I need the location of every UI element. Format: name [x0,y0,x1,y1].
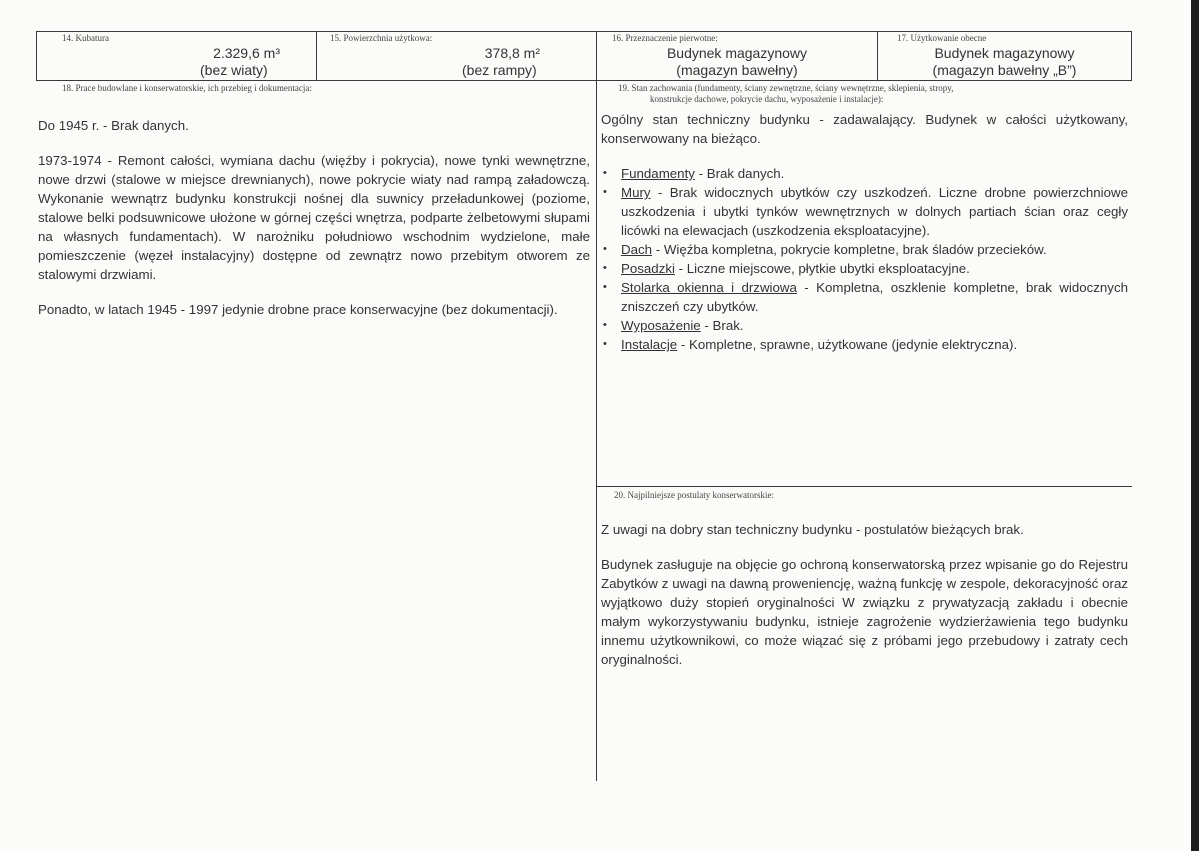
field-18-paragraph-1: Do 1945 r. - Brak danych. [38,118,189,133]
bullet-icon: • [603,167,607,179]
header-top-line [36,31,1132,32]
bullet-icon: • [603,338,607,350]
condition-term: Dach [621,242,653,257]
scan-edge-shadow [1191,0,1199,851]
field-18-label: 18. Prace budowlane i konserwatorskie, ich przebieg i dokumentacja: [62,83,312,93]
bullet-icon: • [603,281,607,293]
condition-text: - Kompletne, sprawne, użytkowane (jedynie elektryczna). [677,337,1018,352]
field-19-intro: Ogólny stan techniczny budynku - zadawalający. Budynek w całości użytkowany, konserwowany na bieżąco. [601,112,1128,146]
condition-term: Instalacje [621,337,678,352]
bullet-icon: • [603,186,607,198]
field-20-paragraph-2: Budynek zasługuje na objęcie go ochroną konserwatorską przez wpisanie go do Rejestru Zabytków z uwagi na dawną proweniencję, ważną funkcję w zespole, dekoracyjność oraz wyjątkowo duży stopień oryginalności W związku z prywatyzacją zakładu i obecnie małym wykorzystywaniu budynku, istnieje zagrożenie wydzierżawienia tego budynku innemu użytkownikowi, co może wiązać się z próbami jego przebudowy i zatraty cech oryginalności. [601,557,1128,667]
condition-term: Posadzki [621,261,675,276]
header-divider-right-edge [1131,31,1132,81]
condition-item-wyposazenie [601,316,1128,335]
condition-item-instalacje [601,335,1128,354]
field-19-label-line-1: 19. Stan zachowania (fundamenty, ściany zewnętrzne, ściany wewnętrzne, sklepienia, stropy, [618,83,954,93]
condition-text: - Brak widocznych ubytków czy uszkodzeń. Liczne drobne powierzchniowe uszkodzenia i ubytki tynków wewnętrznych w dolnych partiach ścian oraz cegły licówki na elewacjach (uszkodzenia eksploatacyjne). [621,185,1128,238]
field-18-body [38,116,590,319]
condition-text: - Kompletna, oszklenie kompletne, brak widocznych zniszczeń czy ubytków. [621,280,1128,314]
body-center-divider [596,81,597,781]
condition-term: Fundamenty [621,166,695,181]
field-16-note: (magazyn bawełny) [676,62,798,78]
condition-text: - Brak danych. [694,166,785,181]
field-15-value: 378,8 m² [484,45,540,61]
field-17-value: Budynek magazynowy [934,45,1075,61]
bullet-icon: • [603,243,607,255]
condition-term: Mury [621,185,651,200]
header-bottom-line [36,80,1132,81]
field-17-label: 17. Użytkowanie obecne [897,33,987,43]
field-19-label-line-2: konstrukcje dachowe, pokrycie dachu, wyposażenie i instalacje): [650,94,884,104]
field-15-note: (bez rampy) [462,62,537,78]
field-18-paragraph-2: 1973-1974 - Remont całości, wymiana dachu (więźby i pokrycia), nowe tynki wewnętrzne, nowe drzwi (stalowe w miejsce drewnianych), nowe pokrycie wiaty nad rampą załadowczą. Wykonanie wewnątrz budynku konstrukcji nośnej dla suwnicy przeładunkowej (poziome, stalowe belki podsuwnicowe ułożone w górnej części wnętrza, podparte żelbetowymi słupami na własnych fundamentach). W narożniku południowo wschodnim wydzielone, małe pomieszczenie (węzeł instalacyjny) dostępne od zewnątrz nowo przebitym otworem ze stalowymi drzwiami. [38,153,590,282]
condition-item-stolarka [601,278,1128,316]
bullet-icon: • [603,262,607,274]
condition-item-posadzki [601,259,1128,278]
field-19-condition-list [601,164,1128,354]
condition-item-dach [601,240,1128,259]
condition-text: - Brak. [700,318,744,333]
bullet-icon: • [603,319,607,331]
field-16-label: 16. Przeznaczenie pierwotne: [612,33,718,43]
field-19-body [601,110,1128,354]
condition-text: - Liczne miejscowe, płytkie ubytki eksploatacyjne. [674,261,970,276]
field-14-value: 2.329,6 m³ [213,45,280,61]
condition-item-fundamenty [601,164,1128,183]
condition-term: Stolarka okienna i drzwiowa [621,280,797,295]
field-16-value: Budynek magazynowy [666,45,808,61]
field-17-note: (magazyn bawełny „B”) [932,62,1077,78]
header-divider-left-edge [36,31,37,81]
field-14-label: 14. Kubatura [62,33,109,43]
field-18-paragraph-3: Ponadto, w latach 1945 - 1997 jedynie drobne prace konserwacyjne (bez dokumentacji). [38,302,558,317]
field-20-paragraph-1: Z uwagi na dobry stan techniczny budynku - postulatów bieżących brak. [601,522,1024,537]
field-15-label: 15. Powierzchnia użytkowa: [330,33,433,43]
field-20-body [601,520,1128,669]
condition-item-mury [601,183,1128,240]
condition-text: - Więźba kompletna, pokrycie kompletne, brak śladów przecieków. [652,242,1047,257]
field-20-label: 20. Najpilniejsze postulaty konserwatorskie: [614,490,774,500]
field-14-note: (bez wiaty) [200,62,268,78]
field-20-top-line [596,486,1132,487]
condition-term: Wyposażenie [621,318,701,333]
